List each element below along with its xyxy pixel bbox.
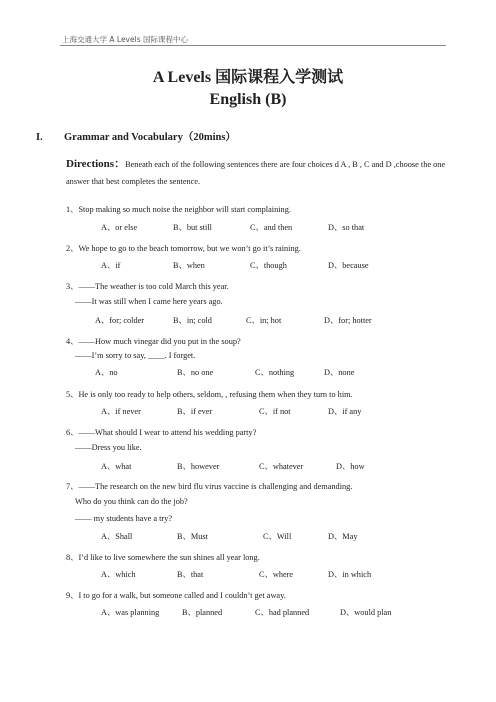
question-7-option-b[interactable]: B、Must — [177, 532, 208, 541]
page-title: A Levels 国际课程入学测试 — [152, 69, 344, 86]
question-9-stem: 9、I to go for a walk, but someone called and I couldn’t get away. — [66, 591, 286, 600]
question-1-stem: 1、Stop making so much noise the neighbor will start complaining. — [66, 205, 291, 214]
question-5-option-d[interactable]: D、if any — [328, 407, 362, 416]
question-7-stem-continued: Who do you think can do the job? — [75, 497, 188, 506]
question-6-option-d[interactable]: D、how — [336, 462, 365, 471]
section-heading — [36, 129, 236, 144]
section-number: I. — [36, 132, 43, 143]
question-4-reply: ——I’m sorry to say, ____. I forget. — [75, 351, 196, 360]
header-divider — [60, 45, 446, 46]
question-1-option-d[interactable]: D、so that — [328, 223, 365, 232]
directions-label: Directions： — [66, 158, 126, 170]
directions — [66, 156, 454, 190]
question-4-option-b[interactable]: B、no one — [177, 368, 214, 377]
question-2-stem: 2、We hope to go to the beach tomorrow, but we won’t go it’s raining. — [66, 244, 301, 253]
question-8-stem: 8、I’d like to live somewhere the sun shines all year long. — [66, 553, 260, 562]
question-3-option-b[interactable]: B、in; cold — [173, 316, 212, 325]
question-5-stem: 5、He is only too ready to help others, seldom, , refusing them when they turn to him. — [66, 390, 353, 399]
question-3-option-a[interactable]: A、for; colder — [95, 316, 145, 325]
page-subtitle: English (B) — [209, 91, 287, 108]
question-4-option-a[interactable]: A、no — [95, 368, 118, 377]
question-4-option-c[interactable]: C、nothing — [255, 368, 295, 377]
question-1-option-a[interactable]: A、or else — [101, 223, 138, 232]
question-6-reply: ——Dress you like. — [75, 443, 142, 452]
question-2-option-c[interactable]: C、though — [250, 261, 287, 270]
question-3-option-d[interactable]: D、for; hotter — [324, 316, 372, 325]
question-9-option-c[interactable]: C、had planned — [255, 608, 310, 617]
question-7-stem: 7、——The research on the new bird flu virus vaccine is challenging and demanding. — [66, 482, 353, 491]
question-3-option-c[interactable]: C、in; hot — [246, 316, 282, 325]
question-7-reply: —— my students have a try? — [75, 514, 173, 523]
directions-text: Beneath each of the following sentences there are four choices d A , B , C and D ,choose the one answer that best completes the sentence. — [66, 160, 446, 186]
question-8-option-a[interactable]: A、which — [101, 570, 136, 579]
section-title: Grammar and Vocabulary（20mins） — [64, 132, 236, 143]
question-2-option-a[interactable]: A、if — [101, 261, 121, 270]
question-6-option-a[interactable]: A、what — [101, 462, 132, 471]
question-7-option-d[interactable]: D、May — [328, 532, 358, 541]
question-9-option-a[interactable]: A、was planning — [101, 608, 160, 617]
question-1-option-c[interactable]: C、and then — [250, 223, 293, 232]
question-6-option-c[interactable]: C、whatever — [259, 462, 304, 471]
question-2-option-d[interactable]: D、because — [328, 261, 369, 270]
question-8-option-d[interactable]: D、in which — [328, 570, 372, 579]
question-7-option-a[interactable]: A、Shall — [101, 532, 133, 541]
page-header: 上海交通大学 A Levels 国际课程中心 — [62, 35, 188, 44]
question-2-option-b[interactable]: B、when — [173, 261, 205, 270]
question-9-option-b[interactable]: B、planned — [182, 608, 223, 617]
question-5-option-b[interactable]: B、if ever — [177, 407, 213, 416]
question-3-stem: 3、——The weather is too cold March this year. — [66, 282, 229, 291]
question-5-option-a[interactable]: A、if never — [101, 407, 141, 416]
question-7-option-c[interactable]: C、Will — [263, 532, 292, 541]
question-8-option-b[interactable]: B、that — [177, 570, 204, 579]
question-4-stem: 4、——How much vinegar did you put in the soup? — [66, 337, 241, 346]
question-1-option-b[interactable]: B、but still — [173, 223, 212, 232]
question-5-option-c[interactable]: C、if not — [259, 407, 291, 416]
question-8-option-c[interactable]: C、where — [259, 570, 294, 579]
question-4-option-d[interactable]: D、none — [324, 368, 355, 377]
question-6-stem: 6、——What should I wear to attend his wedding party? — [66, 428, 257, 437]
question-3-reply: ——It was still when I came here years ago. — [75, 297, 223, 306]
question-9-option-d[interactable]: D、would plan — [340, 608, 392, 617]
question-6-option-b[interactable]: B、however — [177, 462, 220, 471]
